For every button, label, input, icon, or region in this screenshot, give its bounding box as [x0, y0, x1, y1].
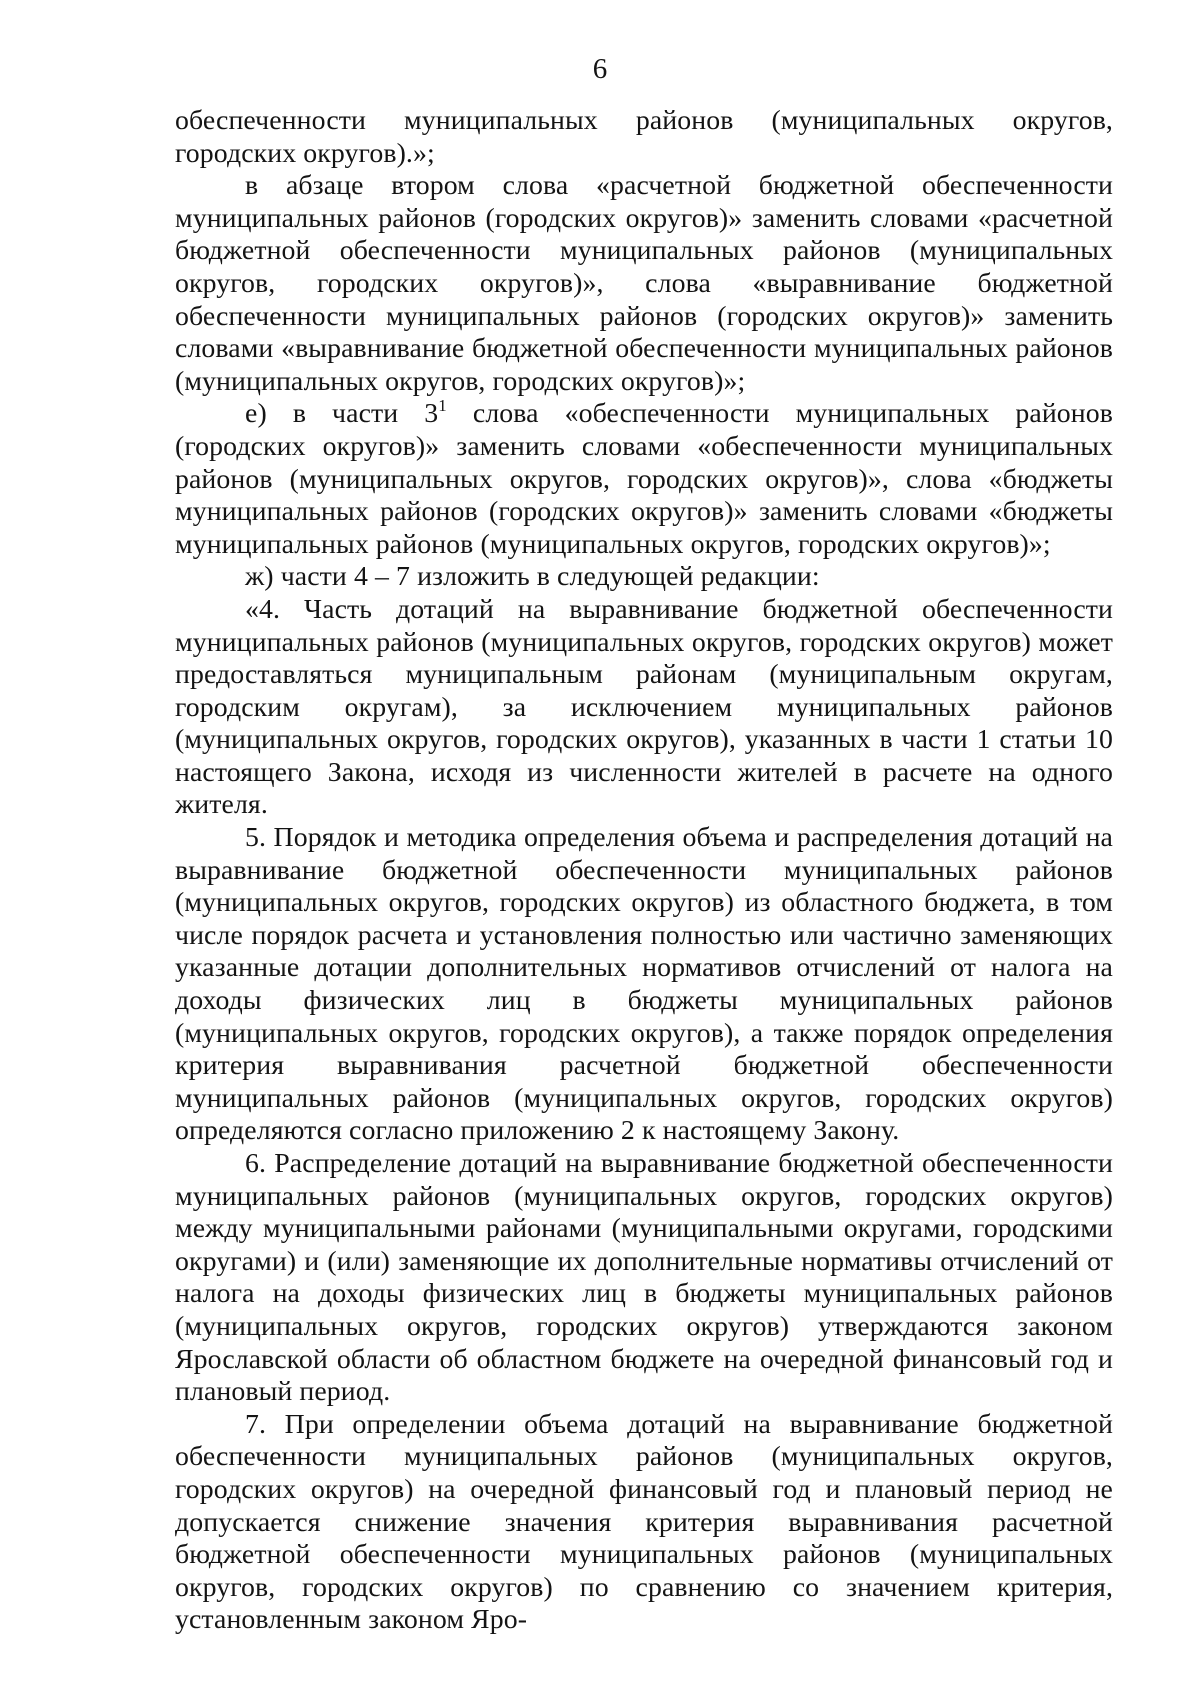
item-e-text-start: е) в части 3 — [245, 398, 439, 430]
paragraph-item-e — [175, 398, 1113, 561]
paragraph-abzac-vtorom: в абзаце втором слова «расчетной бюджетной обеспеченности муниципальных районов (городских округов)» заменить словами «расчетной бюджетной обеспеченности муниципальных районов (муниципальных округов, городских округов)», слова «выравнивание бюджетной обеспеченности муниципальных районов (городских округов)» заменить словами «выравнивание бюджетной обеспеченности муниципальных районов (муниципальных округов, городских округов)»; — [175, 170, 1113, 397]
page-number: 6 — [592, 53, 608, 85]
paragraph-part-5: 5. Порядок и методика определения объема и распределения дотаций на выравнивание бюджетной обеспеченности муниципальных районов (муниципальных округов, городских округов) из областного бюджета, в том числе порядок расчета и установления полностью или частично заменяющих указанные дотации дополнительных нормативов отчислений от налога на доходы физических лиц в бюджеты муниципальных районов (муниципальных округов, городских округов), а также порядок определения критерия выравнивания расчетной бюджетной обеспеченности муниципальных районов (муниципальных округов, городских округов) определяются согласно приложению 2 к настоящему Закону. — [175, 822, 1113, 1147]
paragraph-continuation: обеспеченности муниципальных районов (муниципальных округов, городских округов).»; — [175, 105, 1113, 169]
paragraph-item-zh: ж) части 4 – 7 изложить в следующей редакции: — [245, 561, 820, 593]
item-e-text-end: слова «обеспеченности муниципальных районов (городских округов)» заменить словами «обеспеченности муниципальных районов (муниципальных округов, городских округов)», слова «бюджеты муниципальных районов (городских округов)» заменить словами «бюджеты муниципальных районов (муниципальных округов, городских округов)»; — [175, 398, 1113, 560]
document-body — [175, 105, 1113, 1637]
paragraph-part-6: 6. Распределение дотаций на выравнивание бюджетной обеспеченности муниципальных районов (муниципальных округов, городских округов) между муниципальными районами (муниципальными округами, городскими округами) и (или) заменяющие их дополнительные нормативы отчислений от налога на доходы физических лиц в бюджеты муниципальных районов (муниципальных округов, городских округов) утверждаются законом Ярославской области об областном бюджете на очередной финансовый год и плановый период. — [175, 1148, 1113, 1408]
paragraph-part-7: 7. При определении объема дотаций на выравнивание бюджетной обеспеченности муниципальных районов (муниципальных округов, городских округов) на очередной финансовый год и плановый период не допускается снижение значения критерия выравнивания расчетной бюджетной обеспеченности муниципальных районов (муниципальных округов, городских округов) по сравнению со значением критерия, установленным законом Яро- — [175, 1408, 1113, 1636]
superscript-one: 1 — [438, 396, 447, 416]
paragraph-part-4: «4. Часть дотаций на выравнивание бюджетной обеспеченности муниципальных районов (муниципальных округов, городских округов) может предоставляться муниципальным районам (муниципальным округам, городским округам), за исключением муниципальных районов (муниципальных округов, городских округов), указанных в части 1 статьи 10 настоящего Закона, исходя из численности жителей в расчете на одного жителя. — [175, 593, 1113, 821]
